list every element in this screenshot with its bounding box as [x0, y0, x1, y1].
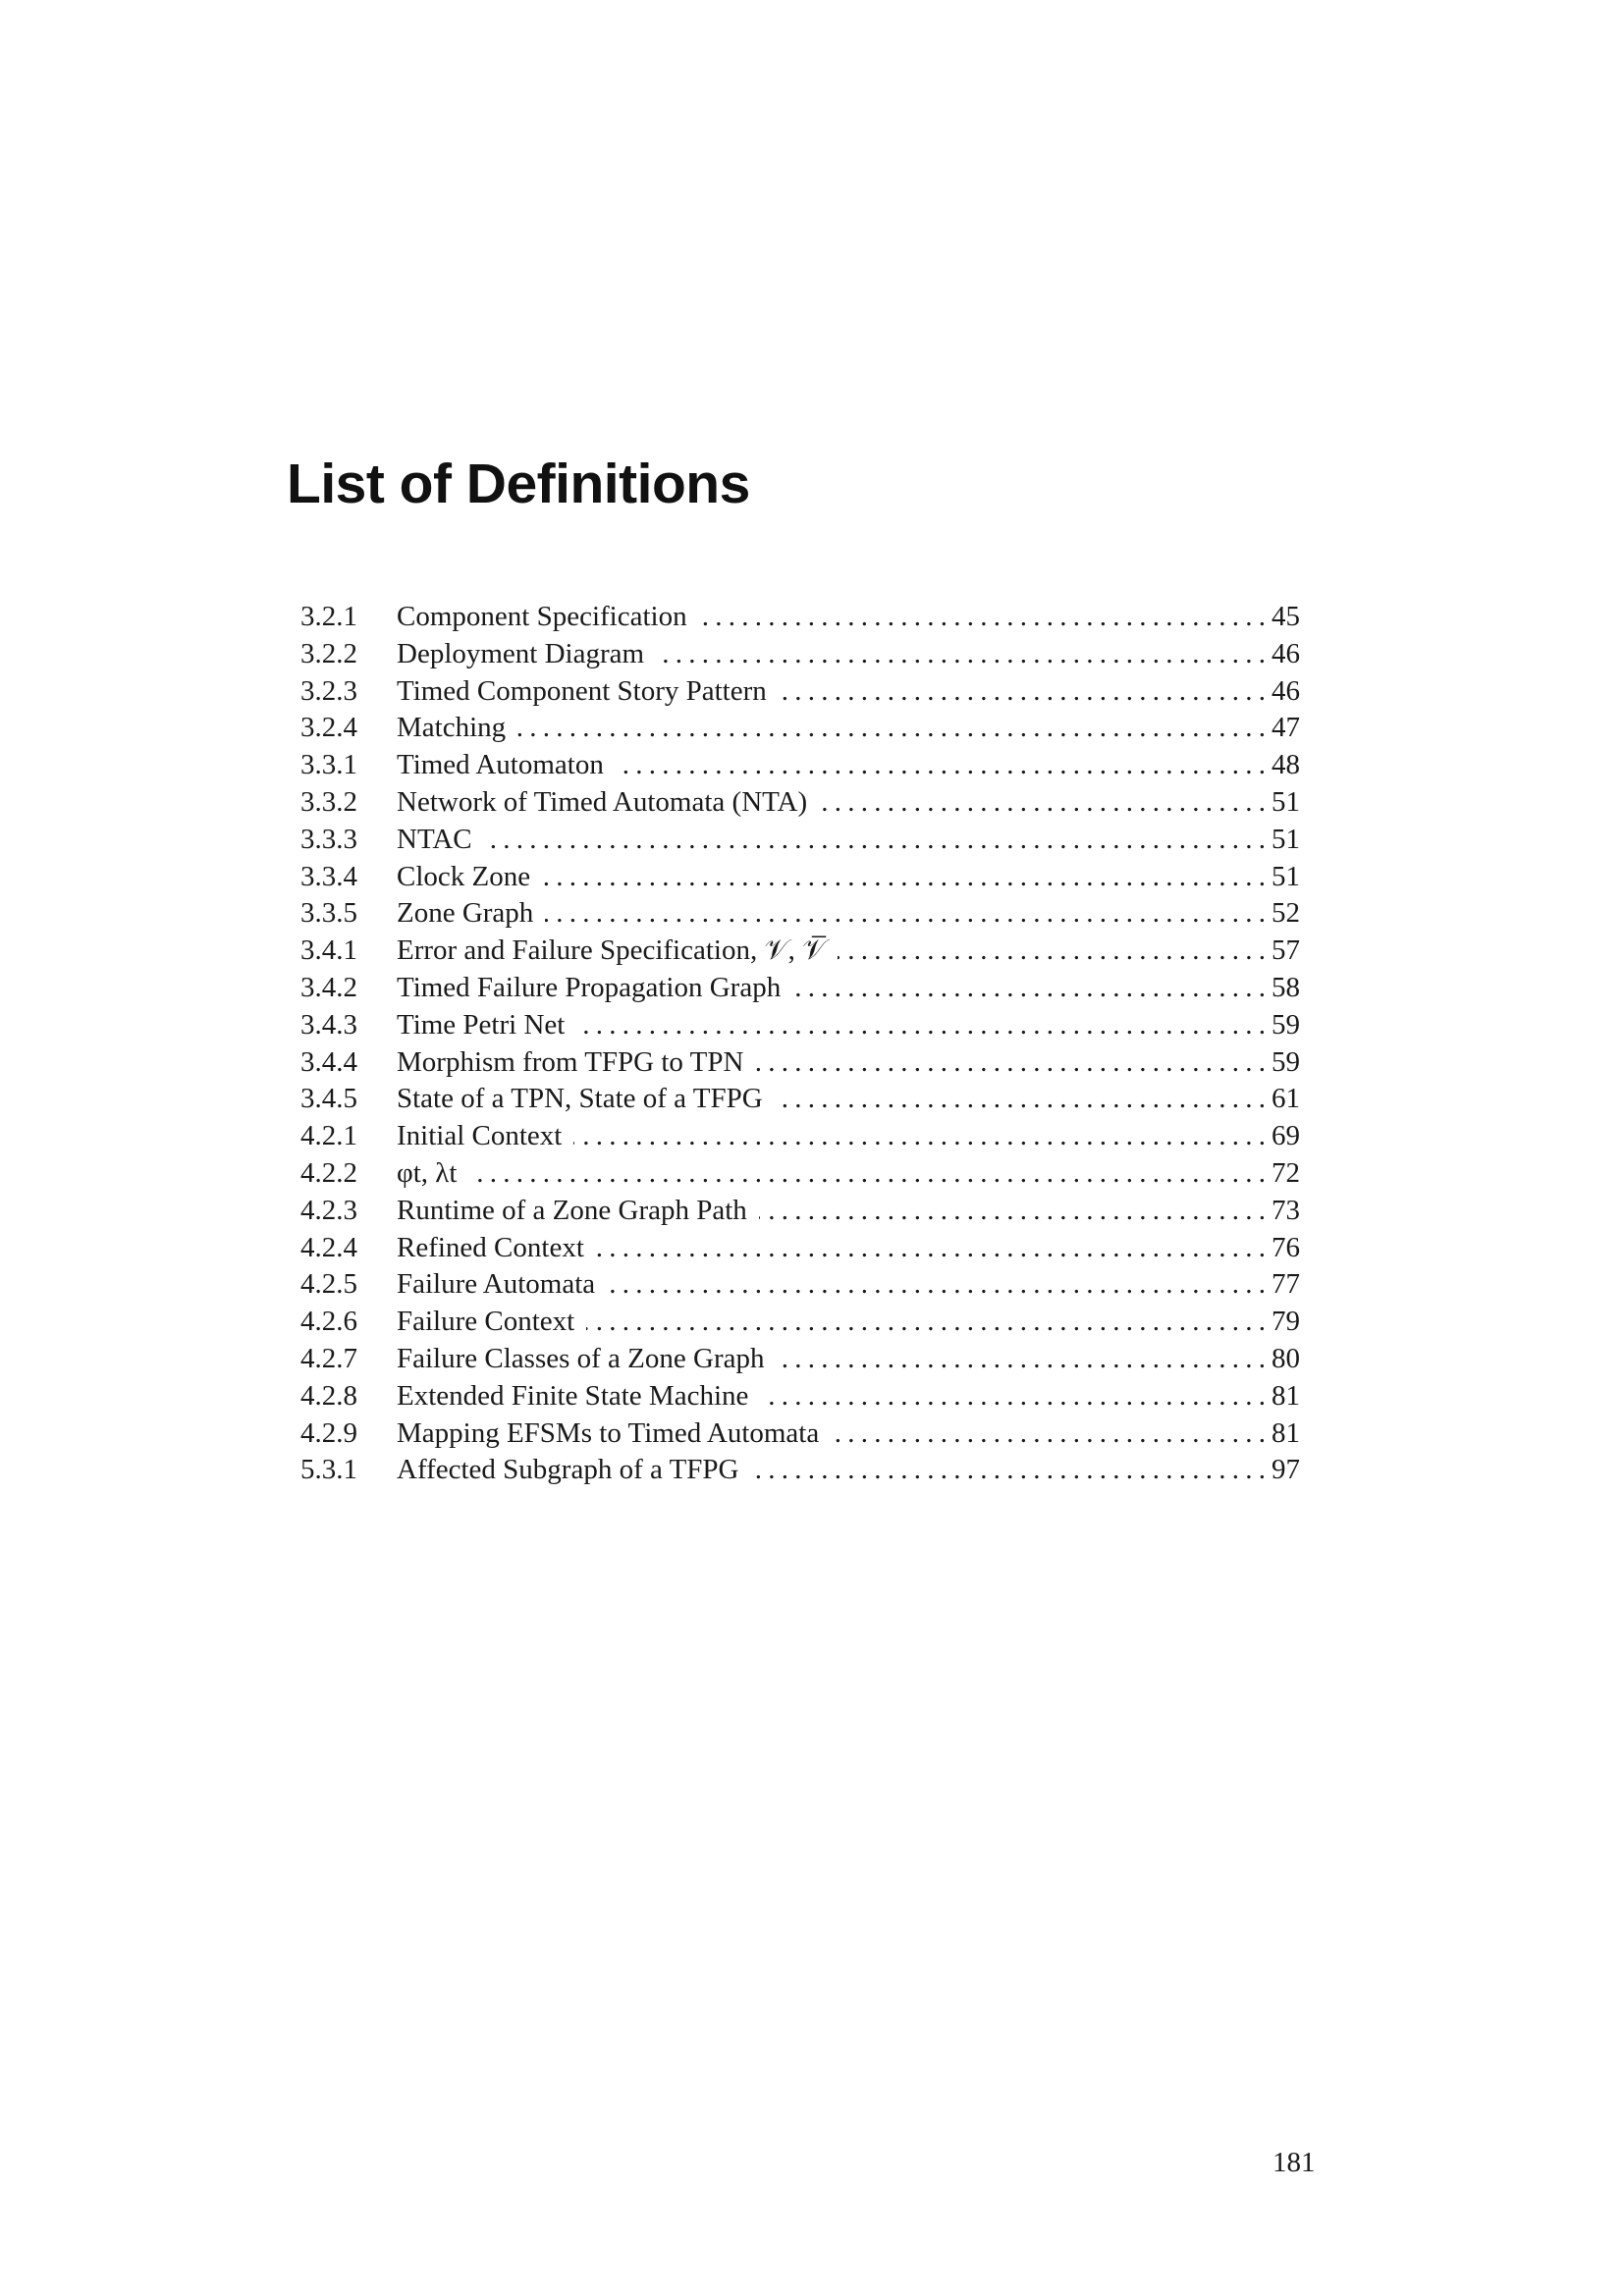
- leader-dots: [792, 970, 1266, 1007]
- definition-title: NTAC: [397, 823, 472, 855]
- definition-number: 3.4.5: [300, 1083, 357, 1115]
- leader-dots: [656, 636, 1266, 673]
- page-title: List of Definitions: [287, 453, 750, 515]
- definition-title: Timed Component Story Pattern: [397, 674, 767, 707]
- definition-number: 4.2.8: [300, 1379, 357, 1412]
- list-item: [300, 1230, 1300, 1267]
- definition-number: 3.4.1: [300, 934, 357, 967]
- definition-number: 3.2.2: [300, 637, 357, 669]
- list-item: [300, 1081, 1300, 1118]
- definition-number: 3.4.4: [300, 1045, 357, 1078]
- definition-title: Clock Zone: [397, 860, 531, 892]
- definition-page: 97: [1272, 1454, 1300, 1486]
- list-item: [300, 747, 1300, 784]
- definition-page: 48: [1272, 749, 1300, 781]
- definition-title: Failure Classes of a Zone Graph: [397, 1342, 765, 1374]
- definition-page: 51: [1272, 860, 1300, 892]
- definition-page: 69: [1272, 1120, 1300, 1152]
- definition-title: Extended Finite State Machine: [397, 1379, 749, 1412]
- list-item: [300, 1007, 1300, 1044]
- definition-page: 45: [1272, 601, 1300, 632]
- list-item: [300, 1304, 1300, 1341]
- list-item: [300, 1044, 1300, 1082]
- list-item: [300, 859, 1300, 896]
- definition-title: Timed Failure Propagation Graph: [397, 971, 782, 1003]
- definition-title: Refined Context: [397, 1231, 584, 1263]
- definition-page: 51: [1272, 823, 1300, 855]
- list-item: [300, 970, 1300, 1007]
- leader-dots: [750, 1452, 1266, 1489]
- definition-page: 46: [1272, 637, 1300, 669]
- definition-number: 3.2.3: [300, 674, 357, 707]
- page-number: 181: [1272, 2147, 1316, 2178]
- leader-dots: [819, 784, 1266, 822]
- leader-dots: [775, 1081, 1266, 1118]
- list-item: [300, 1118, 1300, 1155]
- list-item: [300, 673, 1300, 711]
- leader-dots: [776, 1341, 1266, 1378]
- definition-number: 3.2.4: [300, 712, 357, 744]
- leader-dots: [616, 747, 1266, 784]
- definition-number: 4.2.7: [300, 1342, 357, 1374]
- definition-page: 46: [1272, 674, 1300, 707]
- list-item: [300, 710, 1300, 747]
- definition-title: Zone Graph: [397, 897, 534, 930]
- leader-dots: [760, 1378, 1266, 1415]
- definition-title: State of a TPN, State of a TFPG: [397, 1083, 763, 1115]
- list-item: [300, 1155, 1300, 1193]
- list-item: [300, 822, 1300, 859]
- definition-number: 4.2.6: [300, 1306, 357, 1338]
- leader-dots: [573, 1118, 1266, 1155]
- definition-page: 52: [1272, 897, 1300, 930]
- definition-number: 3.3.5: [300, 897, 357, 930]
- definition-number: 3.2.1: [300, 601, 357, 632]
- definition-title: Deployment Diagram: [397, 637, 645, 669]
- definition-number: 3.3.1: [300, 749, 357, 781]
- definition-number: 3.3.4: [300, 860, 357, 892]
- definition-page: 47: [1272, 712, 1300, 744]
- definition-title: Morphism from TFPG to TPN: [397, 1045, 744, 1078]
- leader-dots: [596, 1230, 1266, 1267]
- leader-dots: [838, 933, 1266, 970]
- definition-title: Time Petri Net: [397, 1008, 566, 1041]
- definition-page: 59: [1272, 1008, 1300, 1041]
- leader-dots: [586, 1304, 1266, 1341]
- list-item: [300, 1378, 1300, 1415]
- definition-title: Failure Automata: [397, 1268, 596, 1301]
- definition-number: 4.2.4: [300, 1231, 357, 1263]
- leader-dots: [576, 1007, 1266, 1044]
- definition-number: 4.2.3: [300, 1194, 357, 1226]
- definition-number: 4.2.1: [300, 1120, 357, 1152]
- definition-number: 3.3.3: [300, 823, 357, 855]
- definition-title: Component Specification: [397, 601, 687, 632]
- definition-number: 4.2.2: [300, 1156, 357, 1189]
- definition-page: 57: [1272, 934, 1300, 967]
- definition-title: Failure Context: [397, 1306, 575, 1338]
- definition-title: Timed Automaton: [397, 749, 604, 781]
- definition-number: 3.3.2: [300, 785, 357, 818]
- definition-number: 3.4.3: [300, 1008, 357, 1041]
- definition-page: 73: [1272, 1194, 1300, 1226]
- definition-page: 51: [1272, 785, 1300, 818]
- list-item: [300, 636, 1300, 673]
- leader-dots: [607, 1266, 1266, 1304]
- leader-dots: [779, 673, 1266, 711]
- leader-dots: [542, 859, 1266, 896]
- list-item: [300, 1193, 1300, 1230]
- definition-title: Affected Subgraph of a TFPG: [397, 1454, 739, 1486]
- definition-page: 81: [1272, 1416, 1300, 1449]
- definition-page: 80: [1272, 1342, 1300, 1374]
- definition-title: Initial Context: [397, 1120, 563, 1152]
- definition-page: 79: [1272, 1306, 1300, 1338]
- list-item: [300, 1452, 1300, 1489]
- list-item: [300, 895, 1300, 933]
- leader-dots: [699, 599, 1266, 636]
- leader-dots: [545, 895, 1266, 933]
- definition-number: 4.2.9: [300, 1416, 357, 1449]
- definition-title: Runtime of a Zone Graph Path: [397, 1194, 747, 1226]
- definition-page: 77: [1272, 1268, 1300, 1301]
- list-item: [300, 1341, 1300, 1378]
- definition-title: Error and Failure Specification, 𝒱, 𝒱̅: [397, 934, 827, 967]
- leader-dots: [484, 822, 1266, 859]
- definition-page: 61: [1272, 1083, 1300, 1115]
- definition-title: Matching: [397, 712, 507, 744]
- definitions-list: [300, 599, 1300, 1489]
- leader-dots: [755, 1044, 1266, 1082]
- list-item: [300, 933, 1300, 970]
- definition-title: Network of Timed Automata (NTA): [397, 785, 808, 818]
- list-item: [300, 599, 1300, 636]
- definition-page: 81: [1272, 1379, 1300, 1412]
- list-item: [300, 1415, 1300, 1453]
- definition-page: 59: [1272, 1045, 1300, 1078]
- definition-page: 58: [1272, 971, 1300, 1003]
- list-item: [300, 1266, 1300, 1304]
- leader-dots: [759, 1193, 1266, 1230]
- leader-dots: [517, 710, 1266, 747]
- definition-page: 72: [1272, 1156, 1300, 1189]
- definition-title: φt, λt: [397, 1156, 458, 1189]
- definition-number: 4.2.5: [300, 1268, 357, 1301]
- definition-page: 76: [1272, 1231, 1300, 1263]
- definition-number: 5.3.1: [300, 1454, 357, 1486]
- leader-dots: [468, 1155, 1266, 1193]
- definition-title: Mapping EFSMs to Timed Automata: [397, 1416, 820, 1449]
- leader-dots: [831, 1415, 1266, 1453]
- definition-number: 3.4.2: [300, 971, 357, 1003]
- list-item: [300, 784, 1300, 822]
